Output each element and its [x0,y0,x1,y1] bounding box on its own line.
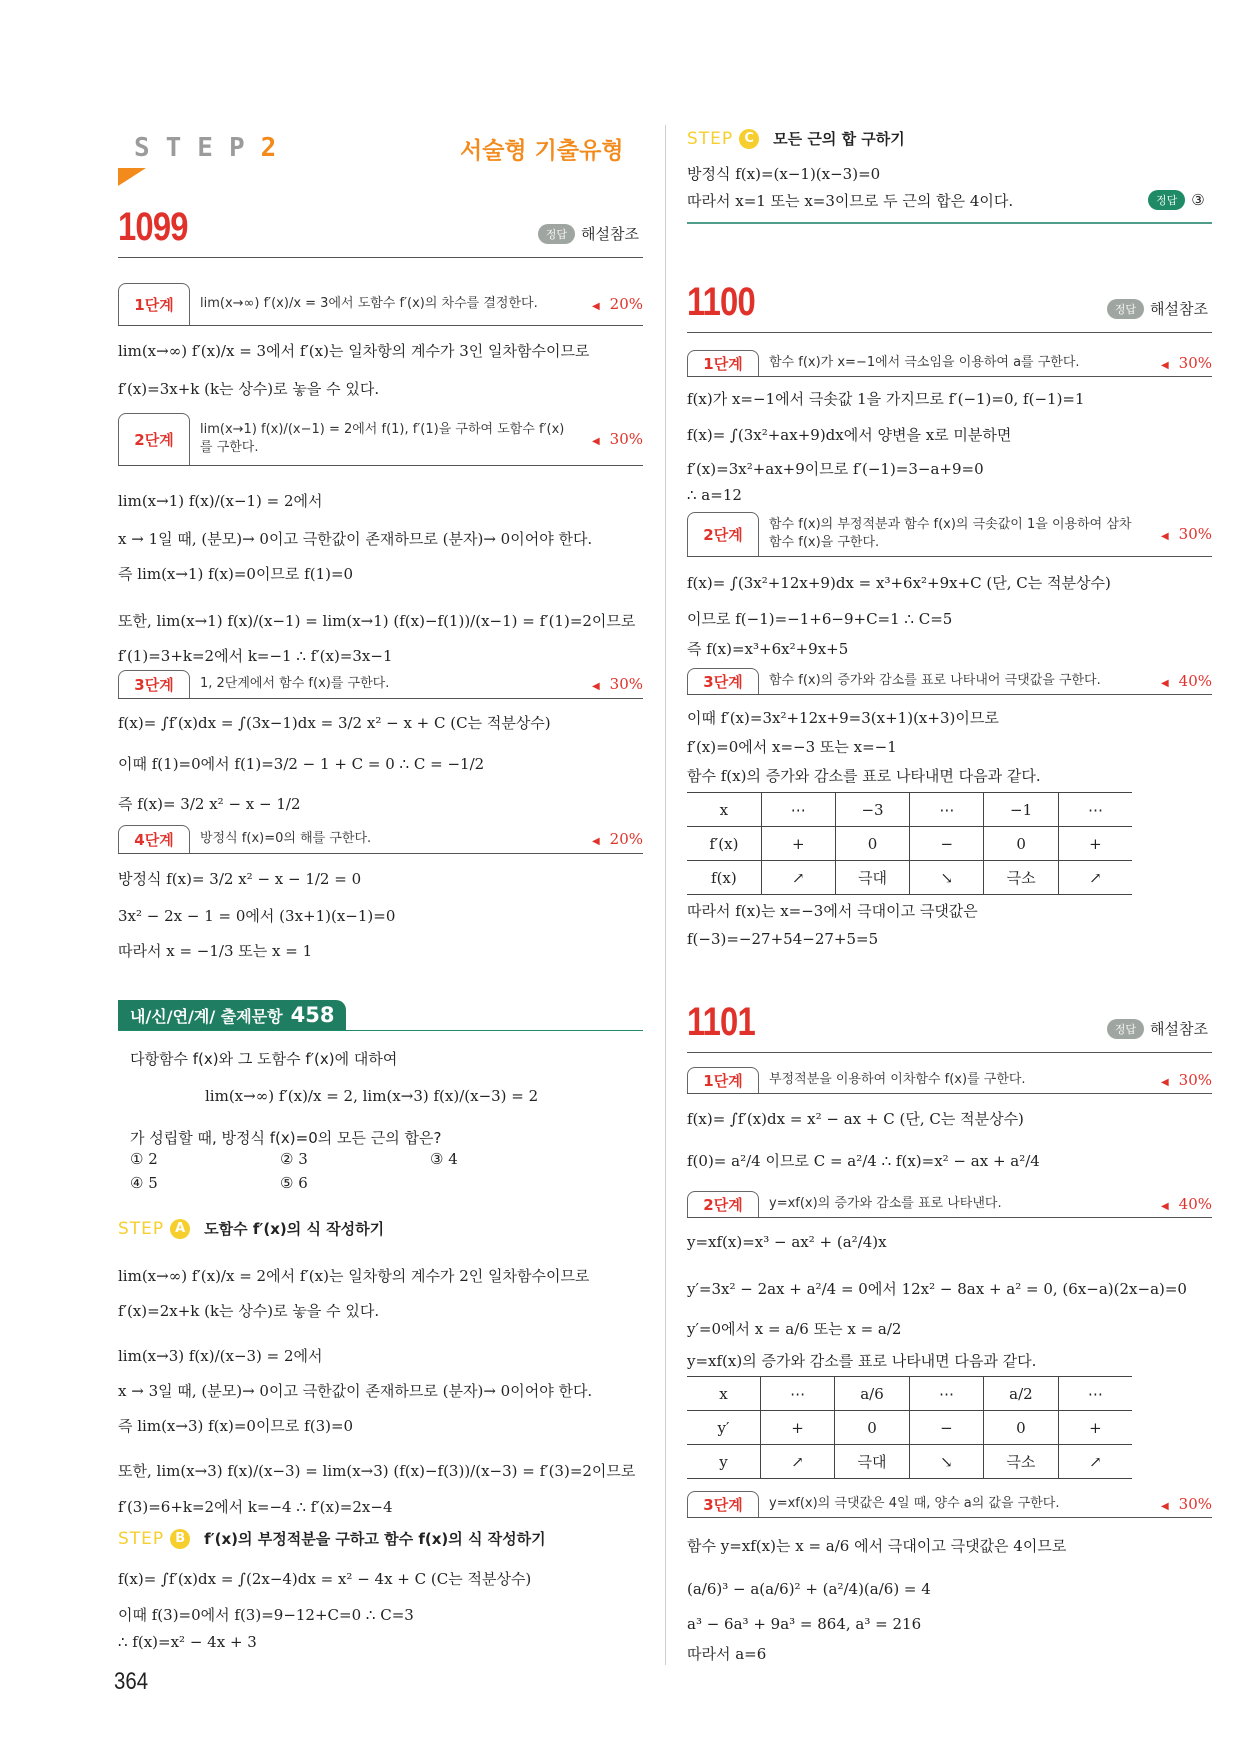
table-cell: −1 [984,793,1059,827]
naesin-tag: 내/신/연/계/ 출제문항 458 [118,1000,346,1030]
stage-description: y=xf(x)의 증가와 감소를 표로 나타낸다. [769,1196,1002,1211]
answer-badge: 정답 [538,224,575,244]
stage-percent: ◀ 30% [1160,1071,1212,1089]
solution-line: 함수 f(x)의 증가와 감소를 표로 나타내면 다음과 같다. [687,767,1041,785]
solution-line: f′(x)=3x²+ax+9이므로 f′(−1)=3−a+9=0 [687,460,984,478]
solution-line: f(x)= ∫f′(x)dx = x² − ax + C (단, C는 적분상수) [687,1110,1024,1128]
stage-percent: ◀ 30% [591,675,643,693]
solution-line: lim(x→∞) f′(x)/x = 2에서 f′(x)는 일차항의 계수가 2인 일차함수이므로 [118,1267,590,1285]
stage-percent: ◀ 30% [1160,354,1212,372]
table-cell: y [687,1445,760,1479]
table-cell: ↗ [1058,861,1132,895]
answer-text: 해설참조 [581,225,639,243]
table-cell: ↗ [1058,1445,1132,1479]
stage-2 [687,512,1212,557]
solution-line: f′(x)=2x+k (k는 상수)로 놓을 수 있다. [118,1302,380,1320]
stage-3 [118,670,643,699]
step-triangle-decoration [118,168,146,186]
table-cell: − [909,1411,983,1445]
stage-1 [687,350,1212,377]
answer-indicator [1107,298,1208,319]
stage-percent: ◀ 40% [1160,672,1212,690]
table-cell: ↗ [760,1445,834,1479]
solution-line: f′(3)=6+k=2에서 k=−4 ∴ f′(x)=2x−4 [118,1498,393,1516]
table-cell: ↘ [909,1445,983,1479]
solution-line: f(x)= ∫(3x²+12x+9)dx = x³+6x²+9x+C (단, C는 적분상수) [687,574,1111,592]
stage-description: 부정적분을 이용하여 이차함수 f(x)를 구한다. [769,1072,1026,1087]
stage-2 [118,413,643,466]
table-cell: ⋯ [1058,1377,1132,1411]
naesin-number: 458 [290,1003,335,1027]
question-line: 다항함수 f(x)와 그 도함수 f′(x)에 대하여 [130,1050,398,1068]
problem-number: 1101 [687,1000,755,1044]
stage-description: 함수 f(x)의 증가와 감소를 표로 나타내어 극댓값을 구한다. [769,673,1101,688]
step-title: 도함수 f′(x)의 식 작성하기 [204,1220,385,1238]
stage-description: 1, 2단계에서 함수 f(x)를 구한다. [200,676,390,691]
solution-line: lim(x→1) f(x)/(x−1) = 2에서 [118,492,323,510]
pointer-left-icon: ◀ [591,836,600,847]
table-row [687,1377,1132,1411]
table-cell: + [761,827,835,861]
solution-line: 따라서 f(x)는 x=−3에서 극대이고 극댓값은 [687,902,978,920]
choice-4: ④ 5 [130,1174,158,1192]
solution-line: f(x)= ∫f′(x)dx = ∫(2x−4)dx = x² − 4x + C (C는 적분상수) [118,1570,532,1588]
table-row [687,1445,1132,1479]
solution-line: 즉 lim(x→3) f(x)=0이므로 f(3)=0 [118,1417,354,1435]
table-cell: + [1058,827,1132,861]
stage-description: lim(x→∞) f′(x)/x = 3에서 도함수 f′(x)의 차수를 결정한다. [200,296,538,311]
pointer-left-icon: ◀ [1160,1077,1169,1088]
stage-percent: ◀ 20% [591,830,643,848]
table-cell: 극대 [835,861,910,895]
step-letter-badge: A [170,1219,190,1239]
solution-line: y=xf(x)의 증가와 감소를 표로 나타내면 다음과 같다. [687,1352,1037,1370]
stage-label: 2단계 [687,512,759,556]
problem-1101-header [687,1000,1212,1053]
table-cell: ⋯ [910,793,984,827]
solution-line: 따라서 a=6 [687,1645,767,1663]
solution-line: lim(x→∞) f′(x)/x = 3에서 f′(x)는 일차항의 계수가 3인 일차함수이므로 [118,342,590,360]
solution-line: 3x² − 2x − 1 = 0에서 (3x+1)(x−1)=0 [118,907,396,925]
table-cell: ⋯ [909,1377,983,1411]
answer-badge: 정답 [1148,190,1185,210]
stage-label: 1단계 [118,283,190,325]
choice-5: ⑤ 6 [280,1174,308,1192]
increase-decrease-table [687,1376,1132,1479]
table-row [687,793,1132,827]
solution-line: 이때 f(3)=0에서 f(3)=9−12+C=0 ∴ C=3 [118,1606,414,1624]
stage-description: 함수 f(x)가 x=−1에서 극소임을 이용하여 a를 구한다. [769,355,1080,370]
question-line: 가 성립할 때, 방정식 f(x)=0의 모든 근의 합은? [130,1129,442,1147]
answer-value: ③ [1191,191,1205,209]
table-cell: y′ [687,1411,760,1445]
stage-label: 1단계 [687,350,759,376]
pointer-left-icon: ◀ [591,301,600,312]
step-b-heading [118,1528,546,1549]
step-label: STEP2 [134,133,293,163]
stage-description: y=xf(x)의 극댓값은 4일 때, 양수 a의 값을 구한다. [769,1496,1060,1511]
step-tag: STEP [118,1218,165,1239]
table-cell: ↘ [910,861,984,895]
step-tag: STEP [687,128,734,149]
table-cell: ↗ [761,861,835,895]
stage-percent: ◀ 30% [1160,525,1212,543]
problem-1099-header [118,205,643,258]
solution-line: f(x)= ∫(3x²+ax+9)dx에서 양변을 x로 미분하면 [687,426,1012,444]
stage-percent: ◀ 30% [591,430,643,448]
naesin-linked-problem-header [118,1000,643,1031]
table-cell: −3 [835,793,910,827]
pointer-left-icon: ◀ [1160,1201,1169,1212]
stage-description: lim(x→1) f(x)/(x−1) = 2에서 f(1), f′(1)을 구하여 도함수 f′(x)를 구한다. [200,422,565,455]
table-cell: a/2 [984,1377,1059,1411]
table-cell: 0 [835,827,910,861]
table-cell: f(x) [687,861,761,895]
page-number: 364 [114,1668,149,1695]
table-cell: ⋯ [761,793,835,827]
stage-label: 2단계 [118,413,190,465]
step-number: 2 [260,133,293,163]
table-cell: f′(x) [687,827,761,861]
stage-label: 3단계 [118,670,190,698]
solution-line: x → 1일 때, (분모)→ 0이고 극한값이 존재하므로 (분자)→ 0이어야 한다. [118,530,593,548]
table-cell: 극소 [984,861,1059,895]
table-cell: + [760,1411,834,1445]
solution-line: y=xf(x)=x³ − ax² + (a²/4)x [687,1233,887,1251]
stage-3 [687,1491,1212,1518]
choice-1: ① 2 [130,1150,158,1168]
solution-line: f′(x)=3x+k (k는 상수)로 놓을 수 있다. [118,380,380,398]
problem-number: 1100 [687,280,755,324]
stage-label: 2단계 [687,1191,759,1217]
solution-line: 즉 f(x)= 3/2 x² − x − 1/2 [118,795,301,813]
solution-line: y′=3x² − 2ax + a²/4 = 0에서 12x² − 8ax + a² = 0, (6x−a)(2x−a)=0 [687,1280,1187,1298]
stage-percent: ◀ 40% [1160,1195,1212,1213]
answer-indicator [1107,1018,1208,1039]
table-cell: 0 [835,1411,910,1445]
answer-text: 해설참조 [1150,300,1208,318]
solution-line: ∴ f(x)=x² − 4x + 3 [118,1633,257,1651]
step-letter-badge: B [170,1529,190,1549]
problem-number: 1099 [118,205,188,249]
solution-line: f(x)= ∫f′(x)dx = ∫(3x−1)dx = 3/2 x² − x + C (C는 적분상수) [118,714,551,732]
table-cell: a/6 [835,1377,910,1411]
solution-line: 즉 lim(x→1) f(x)=0이므로 f(1)=0 [118,565,354,583]
solution-line: ∴ a=12 [687,486,742,504]
table-cell: ⋯ [760,1377,834,1411]
solution-line: 따라서 x = −1/3 또는 x = 1 [118,942,313,960]
column-divider [665,125,666,1665]
answer-text: 해설참조 [1150,1020,1208,1038]
stage-percent: ◀ 20% [591,295,643,313]
solution-line: lim(x→3) f(x)/(x−3) = 2에서 [118,1347,323,1365]
stage-description: 함수 f(x)의 부정적분과 함수 f(x)의 극솟값이 1을 이용하여 삼차함수 f(x)을 구한다. [769,517,1132,550]
solution-line: 방정식 f(x)=(x−1)(x−3)=0 [687,165,881,183]
table-cell: − [910,827,984,861]
solution-line: f′(1)=3+k=2에서 k=−1 ∴ f′(x)=3x−1 [118,647,393,665]
solution-line: 이때 f′(x)=3x²+12x+9=3(x+1)(x+3)이므로 [687,709,999,727]
table-row [687,861,1132,895]
table-cell: 0 [984,827,1059,861]
step-title: f′(x)의 부정적분을 구하고 함수 f(x)의 식 작성하기 [204,1530,546,1548]
pointer-left-icon: ◀ [1160,1501,1169,1512]
solution-line: (a/6)³ − a(a/6)² + (a²/4)(a/6) = 4 [687,1580,931,1598]
pointer-left-icon: ◀ [1160,360,1169,371]
solution-line: f(x)가 x=−1에서 극솟값 1을 가지므로 f′(−1)=0, f(−1)=1 [687,390,1085,408]
solution-line: a³ − 6a³ + 9a³ = 864, a³ = 216 [687,1615,922,1633]
table-cell: 0 [984,1411,1059,1445]
stage-label: 4단계 [118,825,190,853]
stage-label: 3단계 [687,1491,759,1517]
solution-line: y′=0에서 x = a/6 또는 x = a/2 [687,1320,902,1338]
solution-line: 함수 y=xf(x)는 x = a/6 에서 극대이고 극댓값은 4이므로 [687,1537,1067,1555]
pointer-left-icon: ◀ [1160,678,1169,689]
stage-2 [687,1191,1212,1218]
answer-badge: 정답 [1107,299,1144,319]
table-row [687,1411,1132,1445]
table-cell: ⋯ [1058,793,1132,827]
solution-line: 이므로 f(−1)=−1+6−9+C=1 ∴ C=5 [687,610,953,628]
stage-1 [687,1067,1212,1094]
step-c-heading [687,128,905,149]
solution-line: 또한, lim(x→1) f(x)/(x−1) = lim(x→1) (f(x)−f(1))/(x−1) = f′(1)=2이므로 [118,612,636,630]
step-tag: STEP [118,1528,165,1549]
stage-1 [118,283,643,326]
section-divider [687,222,1212,224]
step-title: 모든 근의 합 구하기 [773,130,905,148]
table-cell: 극대 [835,1445,910,1479]
increase-decrease-table [687,792,1132,895]
stage-label: 1단계 [687,1067,759,1093]
final-answer [1148,190,1205,210]
choice-2: ② 3 [280,1150,308,1168]
stage-4 [118,825,643,854]
step-a-heading [118,1218,384,1239]
question-line: lim(x→∞) f′(x)/x = 2, lim(x→3) f(x)/(x−3) = 2 [205,1087,539,1105]
table-cell: x [687,1377,760,1411]
stage-3 [687,668,1212,695]
table-cell: x [687,793,761,827]
table-cell: + [1058,1411,1132,1445]
solution-line: x → 3일 때, (분모)→ 0이고 극한값이 존재하므로 (분자)→ 0이어야 한다. [118,1382,593,1400]
answer-badge: 정답 [1107,1019,1144,1039]
solution-line: 이때 f(1)=0에서 f(1)=3/2 − 1 + C = 0 ∴ C = −1/2 [118,755,485,773]
solution-line: 따라서 x=1 또는 x=3이므로 두 근의 합은 4이다. [687,192,1014,210]
section-title: 서술형 기출유형 [460,138,624,164]
step-letter-badge: C [739,129,759,149]
stage-description: 방정식 f(x)=0의 해를 구한다. [200,831,372,846]
solution-line: f′(x)=0에서 x=−3 또는 x=−1 [687,738,897,756]
solution-line: f(0)= a²/4 이므로 C = a²/4 ∴ f(x)=x² − ax + a²/4 [687,1152,1040,1170]
table-cell: 극소 [984,1445,1059,1479]
table-row [687,827,1132,861]
stage-label: 3단계 [687,668,759,694]
solution-line: 방정식 f(x)= 3/2 x² − x − 1/2 = 0 [118,870,362,888]
stage-percent: ◀ 30% [1160,1495,1212,1513]
pointer-left-icon: ◀ [591,436,600,447]
choice-3: ③ 4 [430,1150,458,1168]
solution-line: 즉 f(x)=x³+6x²+9x+5 [687,640,849,658]
solution-line: f(−3)=−27+54−27+5=5 [687,930,879,948]
answer-indicator [538,223,639,244]
pointer-left-icon: ◀ [591,681,600,692]
solution-line: 또한, lim(x→3) f(x)/(x−3) = lim(x→3) (f(x)−f(3))/(x−3) = f′(3)=2이므로 [118,1462,636,1480]
pointer-left-icon: ◀ [1160,531,1169,542]
problem-1100-header [687,280,1212,333]
